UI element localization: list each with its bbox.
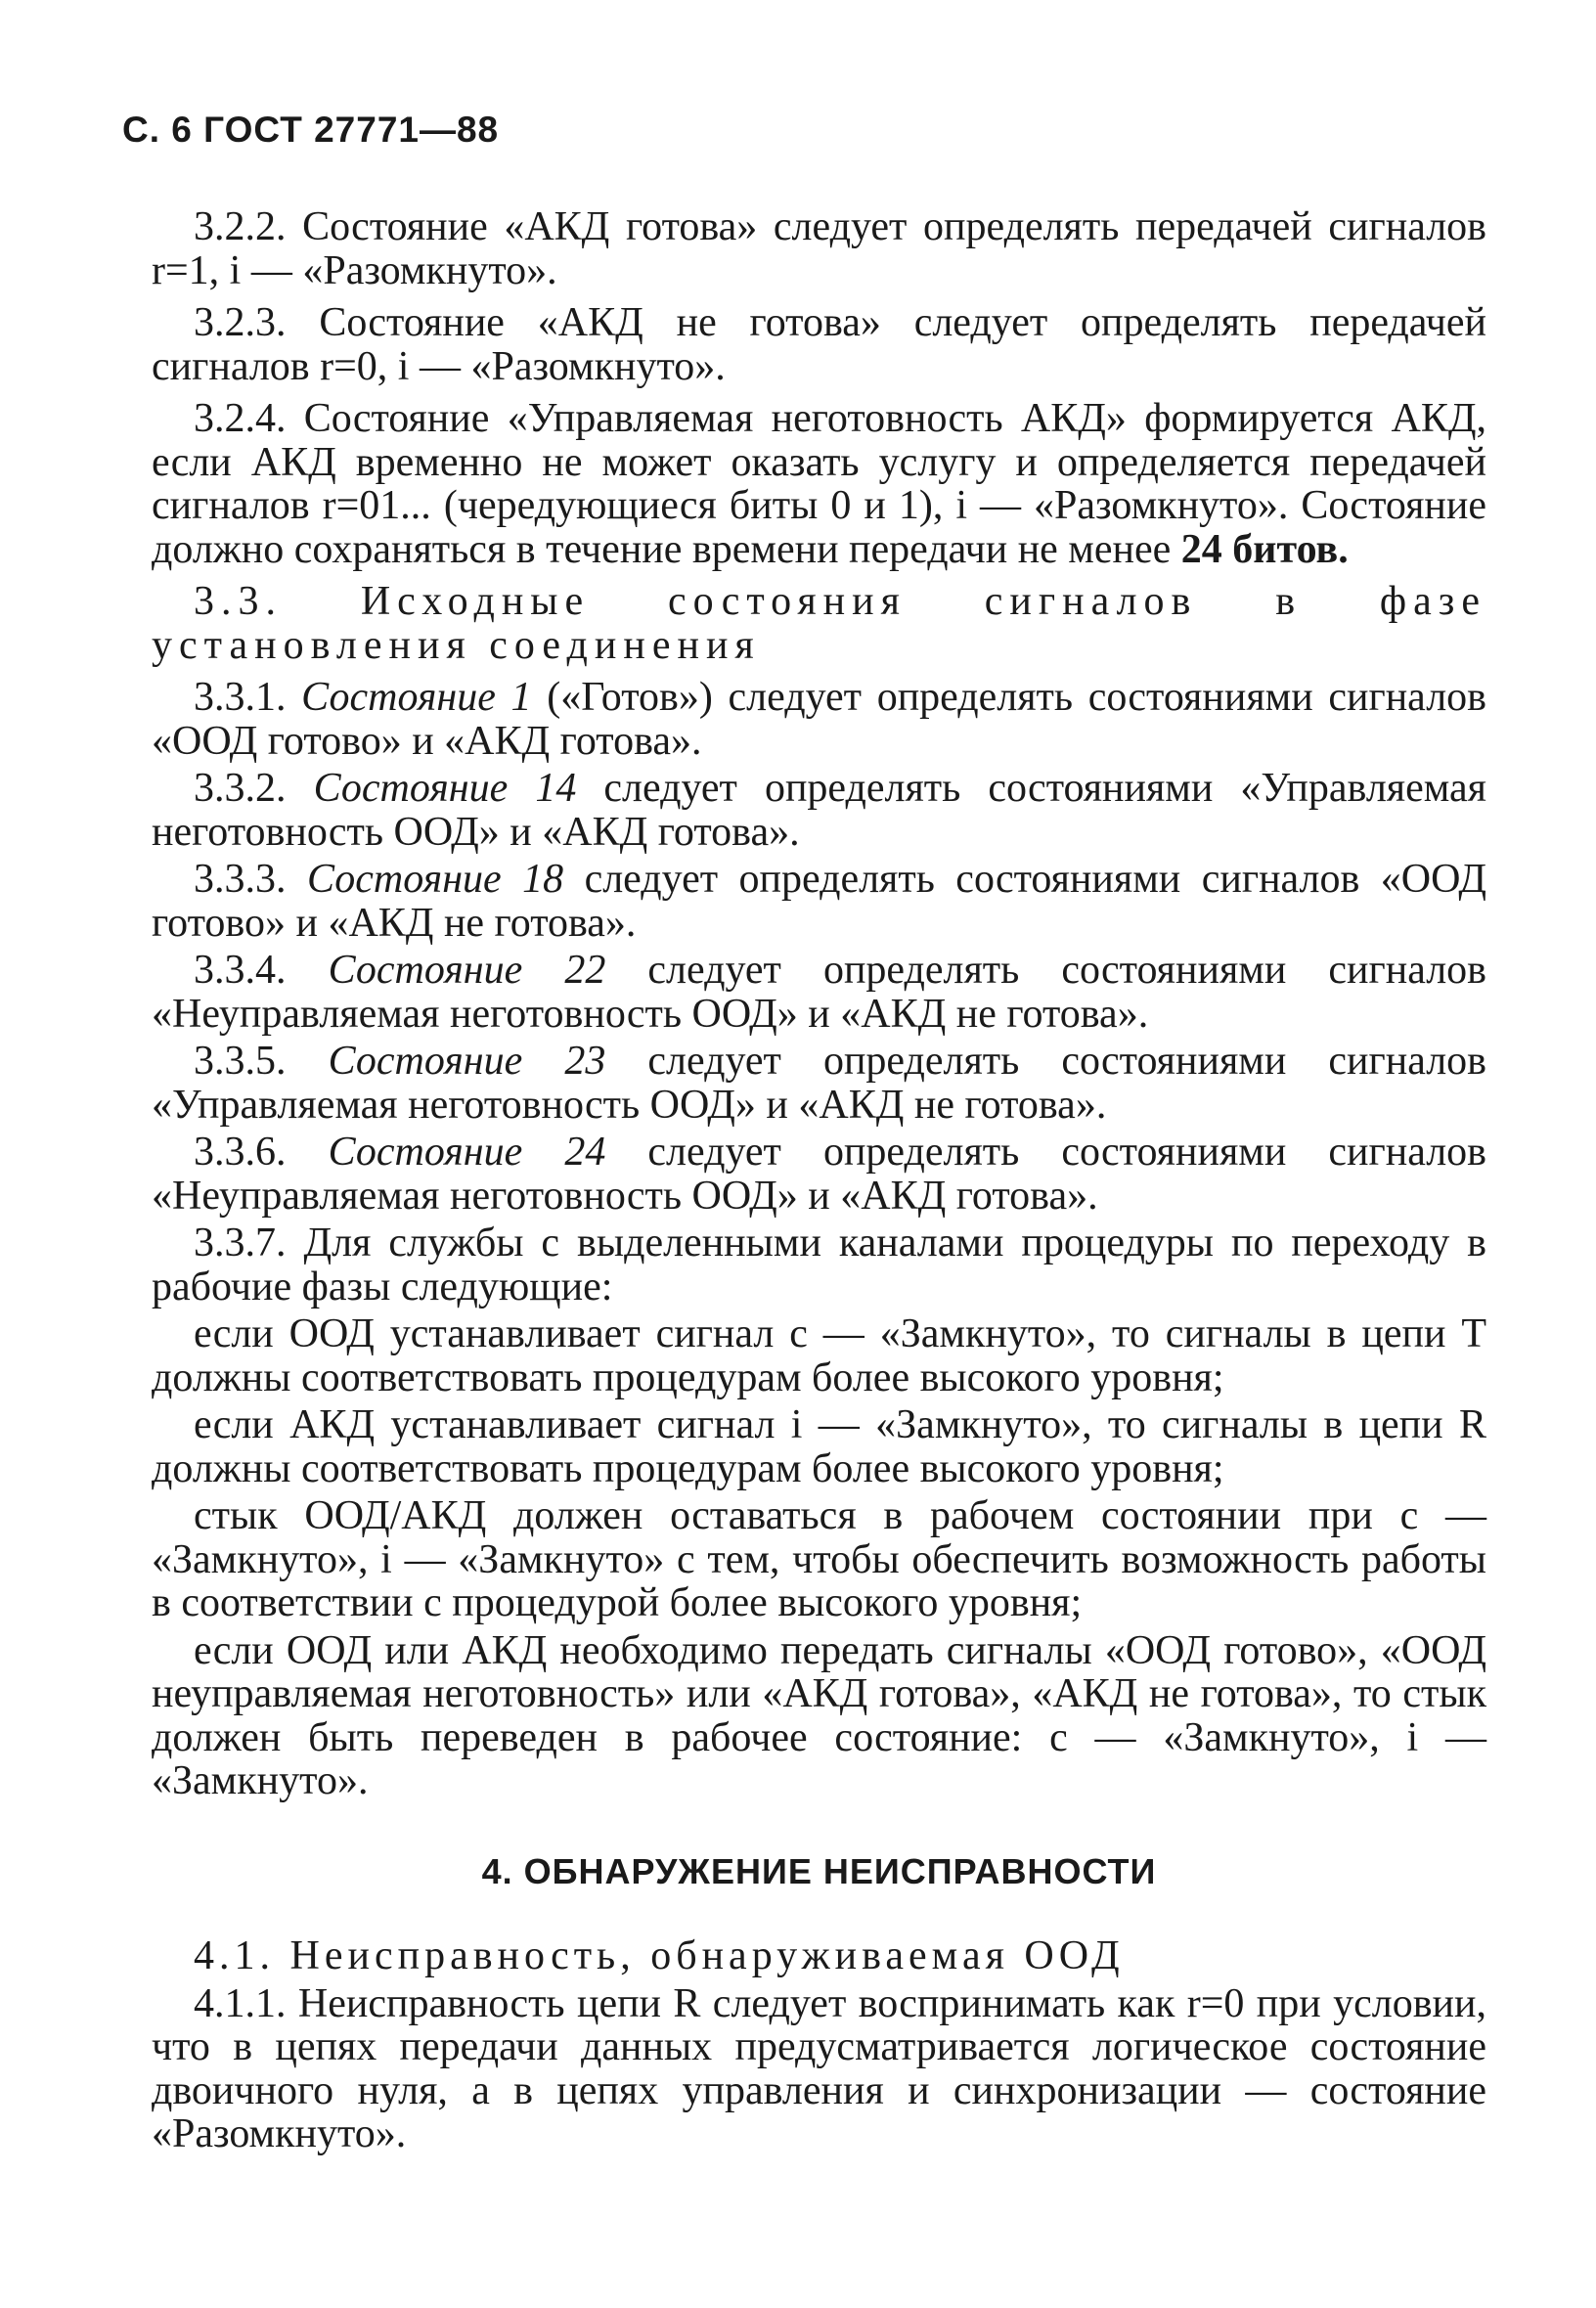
item-number: 3.3.6. [194, 1130, 329, 1175]
item-number: 3.3.3. [194, 857, 307, 902]
paragraph-3-3-7-item-a: если ООД устанавливает сигнал c — «Замкнуто», то сигналы в цепи Т должны соответствовать процедурам более высокого уровня; [152, 1311, 1486, 1400]
paragraph-3-3-5 [152, 1040, 1486, 1127]
paragraph-3-2-4-text: 3.2.4. Состояние «Управляемая неготовность АКД» формируется АКД, если АКД временно не может оказать услугу и определяется передачей сигналов r=01... (чередующиеся биты 0 и 1), i — «Разомкнуто». Состояние должно сохраняться в течение времени передачи не менее [152, 396, 1486, 572]
paragraph-3-3-4 [152, 949, 1486, 1036]
item-number: 3.3.4. [194, 948, 329, 993]
item-text: следует определять состояниями «Управляемая неготовность ООД» и «АКД готова». [152, 766, 1486, 855]
item-number: 3.3.5. [194, 1039, 329, 1084]
item-text: следует определять состояниями сигналов «ООД готово» и «АКД не готова». [152, 857, 1487, 946]
paragraph-3-2-2: 3.2.2. Состояние «АКД готова» следует определять передачей сигналов r=1, i — «Разомкнуто». [152, 204, 1486, 293]
state-term: Состояние 22 [328, 948, 606, 993]
paragraph-3-2-3: 3.2.3. Состояние «АКД не готова» следует определять передачей сигналов r=0, i — «Разомкнуто». [152, 300, 1486, 389]
item-text: следует определять состояниями сигналов «Неуправляемая неготовность ООД» и «АКД не готова». [152, 948, 1486, 1037]
page-header: С. 6 ГОСТ 27771—88 [122, 110, 500, 150]
paragraph-3-3-7-item-b: если АКД устанавливает сигнал i — «Замкнуто», то сигналы в цепи R должны соответствовать процедурам более высокого уровня; [152, 1402, 1486, 1491]
paragraph-3-2-4-bold: 24 битов. [1180, 526, 1349, 572]
paragraph-3-3-7-item-d: если ООД или АКД необходимо передать сигналы «ООД готово», «ООД неуправляемая неготовность» или «АКД готова», «АКД не готова», то стык должен быть переведен в рабочее состояние: c — «Замкнуто», i — «Замкнуто». [152, 1627, 1486, 1803]
state-term: Состояние 23 [328, 1039, 606, 1084]
paragraph-3-3-7: 3.3.7. Для службы с выделенными каналами процедуры по переходу в рабочие фазы следующие: [152, 1221, 1486, 1309]
subheading-3-3: 3.3. Исходные состояния сигналов в фазе установления соединения [152, 579, 1486, 668]
paragraph-3-3-7-item-c: стык ООД/АКД должен оставаться в рабочем состоянии при c — «Замкнуто», i — «Замкнуто» с тем, чтобы обеспечить возможность работы в соответствии с процедурой более высокого уровня; [152, 1493, 1486, 1625]
state-term: Состояние 14 [313, 766, 577, 811]
paragraph-3-3-3 [152, 858, 1486, 945]
document-body [152, 205, 1486, 2165]
section-4-heading: 4. ОБНАРУЖЕНИЕ НЕИСПРАВНОСТИ [481, 1850, 1157, 1891]
item-number: 3.3.2. [194, 766, 314, 811]
item-text: следует определять состояниями сигналов «Неуправляемая неготовность ООД» и «АКД готова». [152, 1130, 1486, 1219]
paragraph-3-3-2 [152, 767, 1486, 854]
state-term: Состояние 1 [301, 675, 532, 720]
item-text: («Готов») следует определять состояниями сигналов «ООД готово» и «АКД готова». [152, 675, 1486, 764]
paragraph-3-3-6 [152, 1131, 1486, 1218]
item-text: следует определять состояниями сигналов «Управляемая неготовность ООД» и «АКД не готова». [152, 1039, 1486, 1128]
state-term: Состояние 24 [328, 1130, 606, 1175]
paragraph-3-3-1 [152, 676, 1486, 763]
item-number: 3.3.1. [194, 675, 302, 720]
paragraph-4-1-1: 4.1.1. Неисправность цепи R следует воспринимать как r=0 при условии, что в цепях передачи данных предусматривается логическое состояние двоичного нуля, а в цепях управления и синхронизации — состояние «Разомкнуто». [152, 1980, 1486, 2156]
state-term: Состояние 18 [306, 857, 564, 902]
subheading-4-1: 4.1. Неисправность, обнаруживаемая ООД [194, 1933, 1125, 1978]
paragraph-3-2-4 [152, 397, 1486, 571]
